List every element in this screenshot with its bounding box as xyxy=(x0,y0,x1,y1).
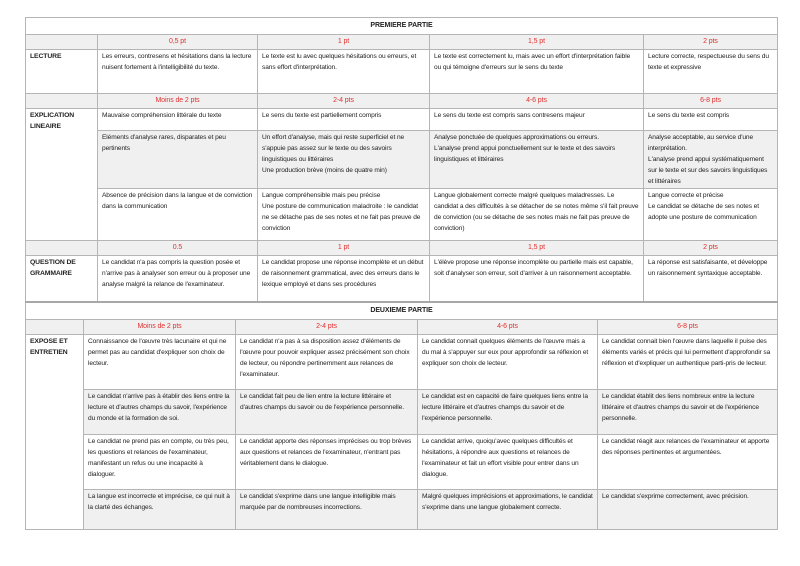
descriptor-cell: Le texte est lu avec quelques hésitations ou erreurs, et sans effort d'interprétation. xyxy=(258,50,430,94)
criterion-label-explication: EXPLICATION LINEAIRE xyxy=(26,109,98,241)
descriptor-cell: Eléments d'analyse rares, disparates et peu pertinents xyxy=(98,131,258,189)
points-cell: 0.5 xyxy=(98,241,258,256)
explication-row xyxy=(26,109,778,131)
descriptor-cell: L'élève propose une réponse incomplète ou partielle mais est capable, soit d'analyser son erreur, soit d'arriver à un raisonnement acceptable. xyxy=(430,256,644,302)
points-cell: 2-4 pts xyxy=(258,94,430,109)
explication-row xyxy=(26,131,778,189)
criterion-label-lecture: LECTURE xyxy=(26,50,98,94)
descriptor-cell: Mauvaise compréhension littérale du texte xyxy=(98,109,258,131)
points-cell: 1 pt xyxy=(258,35,430,50)
part2-title: DEUXIEME PARTIE xyxy=(26,302,778,320)
descriptor-cell: Le candidat n'a pas à sa disposition assez d'éléments de l'œuvre pour pouvoir expliquer assez précisément son choix de lecteur, ou répondre pertinemment aux relances de l'examinateur. xyxy=(236,335,418,390)
rubric-table-part2 xyxy=(25,301,778,530)
descriptor-cell: Le sens du texte est partiellement compris xyxy=(258,109,430,131)
grading-rubric xyxy=(25,17,777,530)
descriptor-cell: Langue compréhensible mais peu précise Une posture de communication maladroite : le candidat ne se détache pas de ses notes et ne fait pas preuve de conviction xyxy=(258,189,430,241)
criterion-label-grammaire: QUESTION DE GRAMMAIRE xyxy=(26,256,98,302)
points-cell: 6-8 pts xyxy=(598,320,778,335)
descriptor-cell: La réponse est satisfaisante, et développe un raisonnement syntaxique acceptable. xyxy=(644,256,778,302)
descriptor-cell: Le candidat propose une réponse incomplète et un début de raisonnement grammatical, avec des erreurs dans le lexique employé et dans ses procédures xyxy=(258,256,430,302)
points-cell: 1,5 pt xyxy=(430,241,644,256)
descriptor-cell: Malgré quelques imprécisions et approximations, le candidat s'exprime dans une langue globalement correcte. xyxy=(418,490,598,530)
descriptor-cell: Le sens du texte est compris sans contresens majeur xyxy=(430,109,644,131)
descriptor-cell: Le sens du texte est compris xyxy=(644,109,778,131)
expose-row xyxy=(26,390,778,435)
criterion-label-expose: EXPOSE ET ENTRETIEN xyxy=(26,335,84,530)
descriptor-cell: Connaissance de l'œuvre très lacunaire et qui ne permet pas au candidat d'expliquer son choix de lecteur. xyxy=(84,335,236,390)
descriptor-cell: Absence de précision dans la langue et de conviction dans la communication xyxy=(98,189,258,241)
lecture-row xyxy=(26,50,778,94)
explication-points-row xyxy=(26,94,778,109)
descriptor-cell: Un effort d'analyse, mais qui reste superficiel et ne s'appuie pas assez sur le texte ou des savoirs linguistiques ou littéraires Une production brève (moins de quatre min) xyxy=(258,131,430,189)
descriptor-cell: Le texte est correctement lu, mais avec un effort d'interprétation faible ou qui témoigne d'erreurs sur le sens du texte xyxy=(430,50,644,94)
explication-row xyxy=(26,189,778,241)
points-cell: 2 pts xyxy=(644,241,778,256)
descriptor-cell: Langue correcte et précise Le candidat se détache de ses notes et adopte une posture de communication xyxy=(644,189,778,241)
descriptor-cell: Le candidat ne prend pas en compte, ou très peu, les questions et relances de l'examinateur, manifestant un refus ou une incapacité à dialoguer. xyxy=(84,435,236,490)
descriptor-cell: Le candidat réagit aux relances de l'examinateur et apporte des réponses pertinentes et argumentées. xyxy=(598,435,778,490)
points-label-spacer xyxy=(26,241,98,256)
descriptor-cell: Le candidat apporte des réponses imprécises ou trop brèves aux questions et relances de l'examinateur, n'entrant pas véritablement dans le dialogue. xyxy=(236,435,418,490)
grammaire-row xyxy=(26,256,778,302)
lecture-points-row xyxy=(26,35,778,50)
descriptor-cell: Le candidat est en capacité de faire quelques liens entre la lecture littéraire et d'autres champs du savoir et de l'expérience personnelle. xyxy=(418,390,598,435)
part1-title: PREMIERE PARTIE xyxy=(26,18,778,35)
descriptor-cell: Le candidat s'exprime correctement, avec précision. xyxy=(598,490,778,530)
descriptor-cell: Le candidat établit des liens nombreux entre la lecture littéraire et d'autres champs du savoir et de l'expérience personnelle. xyxy=(598,390,778,435)
expose-points-row xyxy=(26,320,778,335)
descriptor-cell: Les erreurs, contresens et hésitations dans la lecture nuisent fortement à l'intelligibilité du texte. xyxy=(98,50,258,94)
points-label-spacer xyxy=(26,94,98,109)
descriptor-cell: Le candidat connait bien l'œuvre dans laquelle il puise des éléments variés et précis qui lui permettent d'approfondir sa réflexion et d'expliquer un authentique parti-pris de lecteur. xyxy=(598,335,778,390)
descriptor-cell: Le candidat connait quelques éléments de l'œuvre mais a du mal à s'appuyer sur eux pour approfondir sa réflexion et expliquer son choix de lecteur. xyxy=(418,335,598,390)
points-cell: Moins de 2 pts xyxy=(98,94,258,109)
descriptor-cell: La langue est incorrecte et imprécise, ce qui nuit à la clarté des échanges. xyxy=(84,490,236,530)
points-label-spacer xyxy=(26,35,98,50)
descriptor-cell: Le candidat n'arrive pas à établir des liens entre la lecture et d'autres champs du savoir, l'expérience du monde et la formation de soi. xyxy=(84,390,236,435)
expose-row xyxy=(26,490,778,530)
points-cell: 4-6 pts xyxy=(430,94,644,109)
grammaire-points-row xyxy=(26,241,778,256)
points-cell: 2-4 pts xyxy=(236,320,418,335)
descriptor-cell: Lecture correcte, respectueuse du sens du texte et expressive xyxy=(644,50,778,94)
descriptor-cell: Langue globalement correcte malgré quelques maladresses. Le candidat a des difficultés à se détacher de se notes même s'il fait preuve de conviction (ou se détache de ses notes mais ne fait pas preuve de conviction) xyxy=(430,189,644,241)
points-cell: 6-8 pts xyxy=(644,94,778,109)
expose-row xyxy=(26,435,778,490)
points-cell: 1 pt xyxy=(258,241,430,256)
descriptor-cell: Analyse acceptable, au service d'une interprétation. L'analyse prend appui systématiquement sur le texte et sur des savoirs linguistiques et littéraires xyxy=(644,131,778,189)
expose-row xyxy=(26,335,778,390)
descriptor-cell: Le candidat s'exprime dans une langue intelligible mais marquée par de nombreuses incorrections. xyxy=(236,490,418,530)
descriptor-cell: Le candidat arrive, quoiqu'avec quelques difficultés et hésitations, à répondre aux questions et relances de l'examinateur et fait un effort visible pour entrer dans un dialogue. xyxy=(418,435,598,490)
descriptor-cell: Le candidat fait peu de lien entre la lecture littéraire et d'autres champs du savoir ou de l'expérience personnelle. xyxy=(236,390,418,435)
points-cell: 4-6 pts xyxy=(418,320,598,335)
points-cell: Moins de 2 pts xyxy=(84,320,236,335)
points-cell: 0,5 pt xyxy=(98,35,258,50)
descriptor-cell: Le candidat n'a pas compris la question posée et n'arrive pas à analyser son erreur ou à proposer une analyse malgré la relance de l'examinateur. xyxy=(98,256,258,302)
descriptor-cell: Analyse ponctuée de quelques approximations ou erreurs. L'analyse prend appui ponctuellement sur le texte et des savoirs linguistiques et littéraires xyxy=(430,131,644,189)
points-label-spacer xyxy=(26,320,84,335)
points-cell: 2 pts xyxy=(644,35,778,50)
points-cell: 1,5 pt xyxy=(430,35,644,50)
rubric-table-part1 xyxy=(25,17,778,302)
